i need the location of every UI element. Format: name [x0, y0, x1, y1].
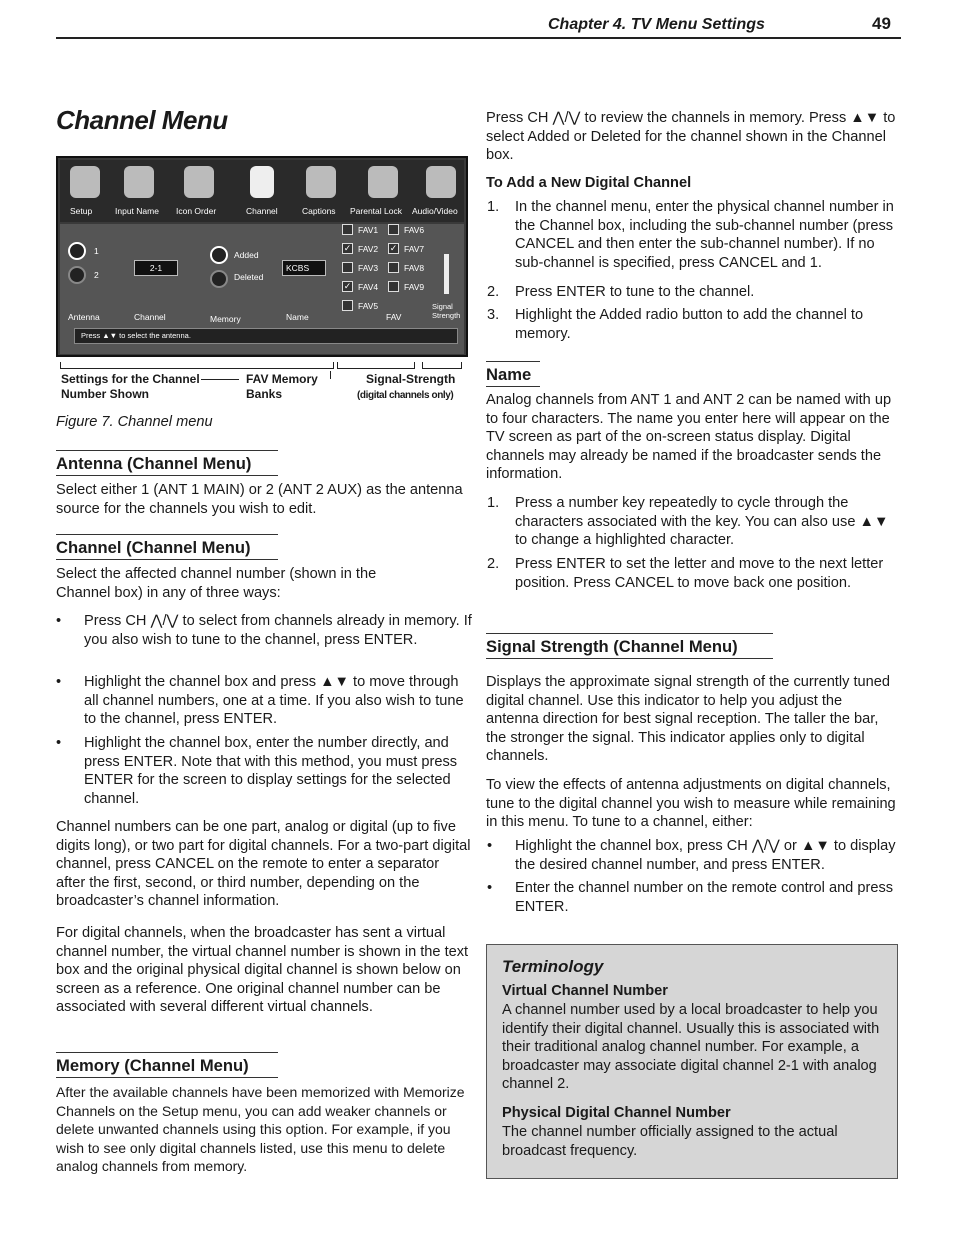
channel-intro: Channel box) in any of three ways:	[56, 585, 281, 601]
fav-checkbox	[342, 262, 353, 273]
antenna-heading: Antenna (Channel Menu)	[56, 450, 278, 476]
menu-label: Channel	[246, 206, 278, 216]
fav-checkbox	[388, 224, 399, 235]
menu-label: Parental Lock	[350, 206, 402, 216]
fav-label: FAV2	[358, 244, 379, 254]
fav-label: FAV3	[358, 263, 379, 273]
fav-label: FAV1	[358, 225, 379, 235]
field-label: Channel	[134, 312, 166, 322]
list-item-text: Press ENTER to set the letter and move to the next letter position. Press CANCEL to move back one position.	[515, 556, 884, 591]
header-rule	[56, 37, 901, 39]
fav-checkbox	[388, 262, 399, 273]
memory-text: After the available channels have been memorized with Memorize Channels on the Setup menu, you can add weaker channels or delete unwanted channels using this option. For example, if you wish to see only digital channels listed, use this menu to delete analog channels from memory.	[56, 1084, 465, 1175]
term-definition: The channel number officially assigned to the actual broadcast frequency.	[502, 1124, 838, 1159]
antenna-1-radio	[68, 242, 86, 260]
callout-line	[201, 379, 239, 380]
channel-intro: Select the affected channel number (shown in the	[56, 566, 377, 582]
chapter-title: Chapter 4. TV Menu Settings	[548, 16, 765, 33]
menu-label: Icon Order	[176, 206, 217, 216]
memory-option: Deleted	[234, 272, 264, 282]
fav-label: FAV8	[404, 263, 425, 273]
fav-checkbox	[388, 281, 399, 292]
name-heading: Name	[486, 361, 540, 387]
callout-settings: Settings for the Channel Number Shown	[61, 372, 200, 401]
antenna-label: 1	[94, 246, 99, 256]
figure-caption: Figure 7. Channel menu	[56, 414, 213, 430]
terminology-box	[486, 944, 898, 1179]
channel-menu-screenshot	[56, 156, 468, 357]
fav-label: FAV4	[358, 282, 379, 292]
callout-brace	[422, 362, 462, 369]
bullet: •	[487, 838, 493, 854]
channel-icon	[250, 166, 274, 198]
fav-label: FAV9	[404, 282, 425, 292]
term-heading: Virtual Channel Number	[502, 983, 668, 999]
list-item-text: Highlight the channel box and press ▲▼ to move through all channel numbers, one at a time. If you also wish to tune to the channel, press ENTER.	[84, 674, 464, 728]
term-heading: Physical Digital Channel Number	[502, 1105, 731, 1121]
bullet: •	[487, 880, 493, 896]
channel-virtual-text: For digital channels, when the broadcaster has sent a virtual channel number, the virtual channel number is shown in the text box and the original physical digital channel is shown below on screen as a reference. One original channel number can be associated with several different virtual channels.	[56, 925, 469, 1016]
field-label: Signal Strength	[432, 302, 461, 320]
step-number: 1.	[487, 495, 500, 511]
antenna-2-radio	[68, 266, 86, 284]
list-item-text: Press a number key repeatedly to cycle through the characters associated with the key. You can also use ▲▼ to change a highlighted character.	[515, 495, 889, 549]
list-item	[487, 283, 900, 302]
menu-label: Setup	[70, 206, 93, 216]
fav-label: FAV5	[358, 301, 379, 311]
list-item-text: In the channel menu, enter the physical channel number in the Channel box, including the sub-channel number (press CANCEL and then enter the sub-channel number). If no sub-channel is specified, press CANCEL and 1.	[515, 199, 894, 271]
bullet: •	[56, 735, 62, 751]
captions-icon	[306, 166, 336, 198]
signal-heading: Signal Strength (Channel Menu)	[486, 633, 773, 659]
list-item-text: Highlight the channel box, press CH ⋀/⋁ or ▲▼ to display the desired channel number, and press ENTER.	[515, 838, 896, 873]
bullet: •	[56, 613, 62, 629]
field-label: Name	[286, 312, 309, 322]
menu-label: Input Name	[115, 206, 159, 216]
status-bar: Press ▲▼ to select the antenna.	[74, 328, 458, 344]
fav-label: FAV6	[404, 225, 425, 235]
added-radio	[210, 246, 228, 264]
menu-label: Captions	[302, 206, 336, 216]
channel-parts-text: Channel numbers can be one part, analog or digital (up to five digits long), or two part for digital channels. For a two-part digital channel, press CANCEL on the remote to enter a separator after the first, second, or third number, depending on the broadcaster’s channel information.	[56, 819, 471, 910]
signal-text: To view the effects of antenna adjustments on digital channels, tune to the digital channel you wish to measure while remaining in this menu. To tune to a channel, either:	[486, 777, 896, 831]
fav-checkbox	[342, 224, 353, 235]
step-number: 1.	[487, 199, 500, 215]
bullet: •	[56, 674, 62, 690]
list-item-text: Press ENTER to tune to the channel.	[515, 284, 755, 300]
terminology-title: Terminology	[502, 957, 604, 976]
callout-fav: FAV Memory Banks	[246, 372, 318, 401]
list-item	[487, 494, 900, 550]
step-number: 2.	[487, 556, 500, 572]
list-item	[56, 673, 472, 729]
callout-signal: Signal-Strength	[366, 372, 456, 386]
fav-label: FAV7	[404, 244, 425, 254]
channel-box: 2-1	[134, 260, 178, 276]
list-item	[487, 555, 900, 592]
list-item-text: Press CH ⋀/⋁ to select from channels already in memory. If you also wish to tune to the channel, press ENTER.	[84, 613, 472, 648]
menu-label: Audio/Video	[412, 206, 458, 216]
icon-order-icon	[184, 166, 214, 198]
callout-brace	[337, 362, 415, 369]
setup-icon	[70, 166, 100, 198]
list-item	[487, 306, 900, 343]
audio-video-icon	[426, 166, 456, 198]
callout-line	[330, 371, 331, 379]
list-item	[56, 612, 472, 649]
menu-settings-panel	[60, 224, 464, 354]
name-text: Analog channels from ANT 1 and ANT 2 can be named with up to four characters. The name you enter here will appear on the TV screen as part of the on-screen status display. Digital channels may already be named if the broadcaster sends the information.	[486, 392, 892, 483]
list-item	[487, 879, 900, 916]
page-title: Channel Menu	[56, 105, 228, 135]
signal-text: Displays the approximate signal strength of the currently tuned digital channel. Use this indicator to help you adjust the antenna direction for best signal reception. The taller the bar, the stronger the signal. This indicator applies only to digital channels.	[486, 674, 890, 765]
review-text: Press CH ⋀/⋁ to review the channels in memory. Press ▲▼ to select Added or Deleted for the channel shown in the Channel box.	[486, 110, 896, 164]
memory-option: Added	[234, 250, 259, 260]
memory-heading: Memory (Channel Menu)	[56, 1052, 278, 1078]
fav-checkbox: ✓	[343, 281, 352, 291]
list-item	[487, 837, 900, 874]
fav-checkbox	[342, 300, 353, 311]
list-item-text: Enter the channel number on the remote control and press ENTER.	[515, 880, 894, 915]
term-definition: A channel number used by a local broadcaster to help you identify their digital channel. Usually this is associated with their traditional analog channel number. For example, a broadcaster may associate digital channel 2-1 with analog channel 2.	[502, 1002, 880, 1093]
callout-brace	[60, 362, 334, 369]
input-name-icon	[124, 166, 154, 198]
step-number: 3.	[487, 307, 500, 323]
page-number: 49	[872, 14, 891, 33]
list-item	[487, 198, 900, 272]
field-label: FAV	[386, 312, 402, 322]
fav-checkbox: ✓	[389, 243, 398, 253]
channel-heading: Channel (Channel Menu)	[56, 534, 278, 560]
name-box: KCBS	[282, 260, 326, 276]
add-digital-heading: To Add a New Digital Channel	[486, 175, 692, 191]
parental-lock-icon	[368, 166, 398, 198]
list-item	[56, 734, 472, 808]
antenna-text: Select either 1 (ANT 1 MAIN) or 2 (ANT 2 AUX) as the antenna source for the channels you wish to edit.	[56, 482, 463, 517]
callout-signal-note: (digital channels only)	[357, 390, 454, 401]
antenna-label: 2	[94, 270, 99, 280]
deleted-radio	[210, 270, 228, 288]
fav-checkbox: ✓	[343, 243, 352, 253]
step-number: 2.	[487, 284, 500, 300]
field-label: Memory	[210, 314, 241, 324]
list-item-text: Highlight the Added radio button to add the channel to memory.	[515, 307, 864, 342]
field-label: Antenna	[68, 312, 100, 322]
list-item-text: Highlight the channel box, enter the number directly, and press ENTER. Note that with this method, you must press ENTER for the screen to display settings for the selected channel.	[84, 735, 458, 807]
signal-strength-bar	[444, 254, 449, 294]
menu-icon-bar	[60, 160, 464, 222]
